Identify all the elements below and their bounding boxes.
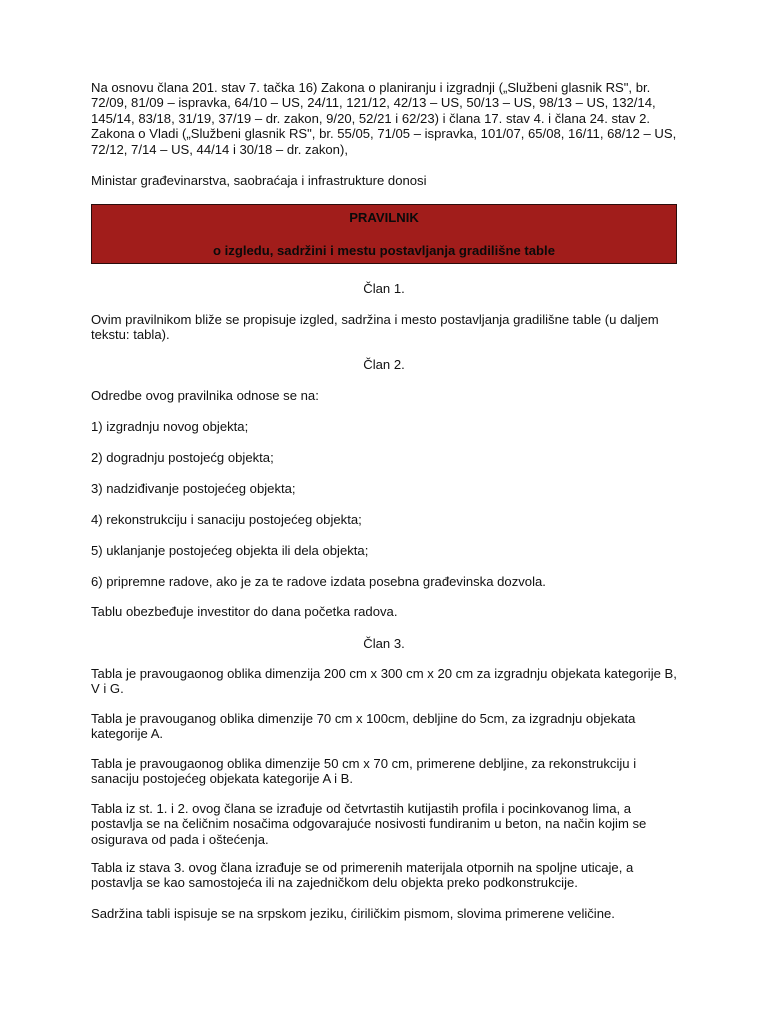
paragraph-line: Tabla iz stava 3. ovog člana izrađuje se od primerenih materijala otpornih na spoljne uticaje, a bbox=[91, 860, 634, 875]
article-3-paragraph-2 bbox=[91, 711, 681, 742]
paragraph-line: osigurava od pada i oštećenja. bbox=[91, 831, 269, 847]
list-item: 5) uklanjanje postojećeg objekta ili dela objekta; bbox=[91, 543, 369, 558]
article-1-heading: Član 1. bbox=[363, 281, 405, 296]
list-item: 2) dogradnju postojećg objekta; bbox=[91, 450, 274, 465]
article-3-heading: Član 3. bbox=[363, 636, 405, 651]
article-2-intro: Odredbe ovog pravilnika odnose se na: bbox=[91, 388, 319, 403]
preamble-line: 72/12, 7/14 – US, 44/14 i 30/18 – dr. zakon), bbox=[91, 141, 348, 157]
paragraph-line: Ovim pravilnikom bliže se propisuje izgled, sadržina i mesto postavljanja gradilišne table (u daljem bbox=[91, 312, 659, 327]
list-item: 3) nadziđivanje postojećeg objekta; bbox=[91, 481, 296, 496]
document-title: PRAVILNIK bbox=[349, 210, 419, 225]
title-box bbox=[91, 204, 677, 264]
paragraph-line: V i G. bbox=[91, 681, 124, 697]
paragraph-line: tekstu: tabla). bbox=[91, 327, 170, 343]
paragraph-line: Tabla je pravougaonog oblika dimenzija 200 cm x 300 cm x 20 cm za izgradnju objekata kategorije B, bbox=[91, 666, 677, 681]
preamble-line: 145/14, 83/18, 31/19, 37/19 – dr. zakon, 9/20, 52/21 i 62/23) i člana 17. stav 4. i člana 24. stav 2. bbox=[91, 110, 651, 126]
article-3-paragraph-3 bbox=[91, 756, 681, 787]
preamble-line: Na osnovu člana 201. stav 7. tačka 16) Zakona o planiranju i izgradnji („Službeni glasnik RS", br. bbox=[91, 80, 651, 95]
article-3-paragraph-6: Sadržina tabli ispisuje se na srpskom jeziku, ćiriličkim pismom, slovima primerene veličine. bbox=[91, 906, 615, 921]
article-3-paragraph-4 bbox=[91, 801, 681, 847]
paragraph-line: Tabla je pravouganog oblika dimenzije 70 cm x 100cm, debljine do 5cm, za izgradnju objekata bbox=[91, 711, 636, 726]
list-item: 1) izgradnju novog objekta; bbox=[91, 419, 249, 434]
preamble-line: Zakona o Vladi („Službeni glasnik RS", br. 55/05, 71/05 – ispravka, 101/07, 65/08, 16/11, 68/12 – US, bbox=[91, 126, 677, 142]
article-3-paragraph-1 bbox=[91, 666, 681, 697]
minister-line: Ministar građevinarstva, saobraćaja i infrastrukture donosi bbox=[91, 173, 427, 188]
article-2-heading: Član 2. bbox=[363, 357, 405, 372]
article-1-paragraph bbox=[91, 312, 681, 343]
paragraph-line: postavlja se kao samostojeća ili na zajedničkom delu objekta preko podkonstrukcije. bbox=[91, 875, 578, 891]
article-3-paragraph-5 bbox=[91, 860, 681, 891]
document-subtitle: o izgledu, sadržini i mestu postavljanja gradilišne table bbox=[213, 243, 555, 258]
paragraph-line: Tabla je pravougaonog oblika dimenzije 50 cm x 70 cm, primerene debljine, za rekonstrukciju i bbox=[91, 756, 637, 771]
paragraph-line: Tabla iz st. 1. i 2. ovog člana se izrađuje od četvrtastih kutijastih profila i pocinkovanog lima, a bbox=[91, 801, 632, 816]
paragraph-line: kategorije A. bbox=[91, 726, 164, 742]
preamble-line: 72/09, 81/09 – ispravka, 64/10 – US, 24/11, 121/12, 42/13 – US, 50/13 – US, 98/13 – US, 132/14, bbox=[91, 95, 656, 111]
paragraph-line: sanaciju postojećeg objekata kategorije A i B. bbox=[91, 771, 354, 787]
list-item: 6) pripremne radove, ako je za te radove izdata posebna građevinska dozvola. bbox=[91, 574, 546, 589]
paragraph-line: postavlja se na čeličnim nosačima odgovarajuće nosivosti fundiranim u beton, na način kojim se bbox=[91, 816, 647, 832]
preamble-paragraph bbox=[91, 80, 681, 157]
article-2-closing: Tablu obezbeđuje investitor do dana početka radova. bbox=[91, 604, 398, 619]
list-item: 4) rekonstrukciju i sanaciju postojećeg objekta; bbox=[91, 512, 362, 527]
